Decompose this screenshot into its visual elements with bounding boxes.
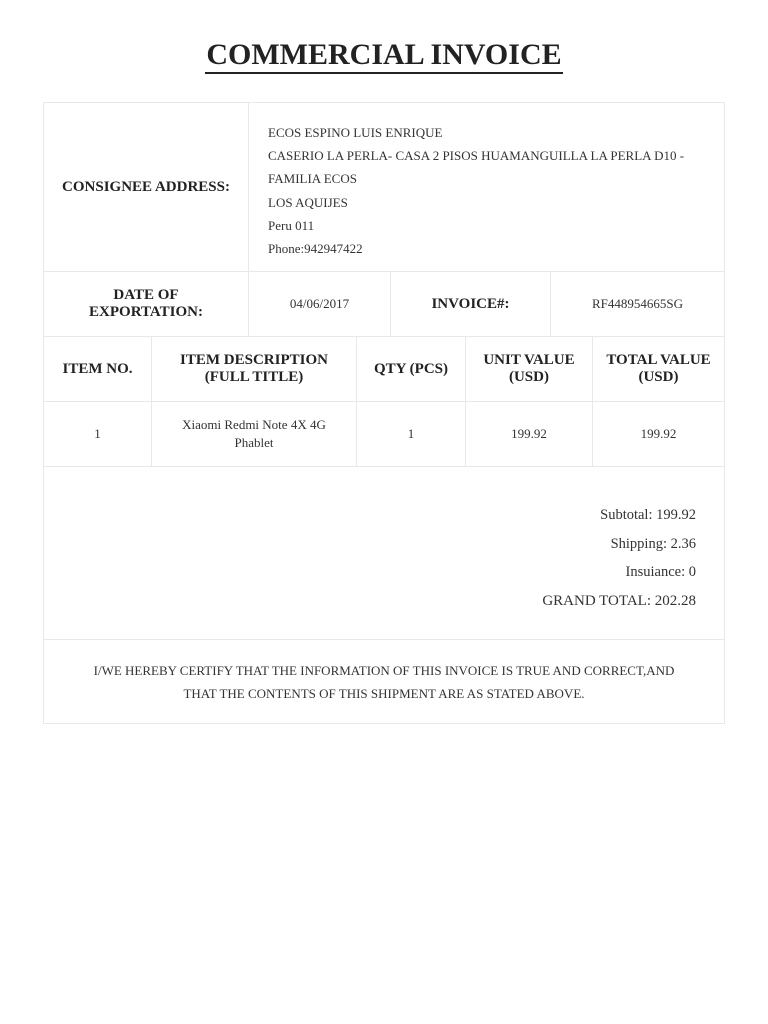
grand-total: GRAND TOTAL: 202.28 [542, 592, 696, 609]
totals-block [542, 501, 696, 615]
invoice-box [43, 102, 725, 724]
table-row [44, 402, 724, 467]
certification-line2: THAT THE CONTENTS OF THIS SHIPMENT ARE AS STATED ABOVE. [183, 685, 585, 701]
items-header-row [44, 337, 724, 402]
item-unit-value-cell: 199.92 [466, 402, 593, 466]
header-unit-value: UNIT VALUE (USD) [466, 337, 593, 401]
consignee-address [268, 121, 684, 260]
consignee-line-name: ECOS ESPINO LUIS ENRIQUE [268, 125, 443, 140]
invoice-number-label: INVOICE#: [391, 272, 551, 336]
invoice-title-container [0, 38, 768, 74]
export-date-label-line2: EXPORTATION: [89, 304, 203, 320]
consignee-line-street: CASERIO LA PERLA- CASA 2 PISOS HUAMANGUILLA LA PERLA D10 - [268, 148, 685, 164]
insurance: Insuiance: 0 [625, 564, 696, 580]
invoice-number-value: RF448954665SG [591, 296, 684, 311]
header-total-value: TOTAL VALUE (USD) [606, 352, 711, 385]
consignee-row [44, 103, 724, 272]
item-qty-cell: 1 [357, 402, 466, 466]
consignee-line-family: FAMILIA ECOS [268, 171, 357, 187]
export-date-label [44, 272, 249, 336]
export-row [44, 272, 724, 337]
totals-row [44, 467, 724, 640]
consignee-line-country: Peru 011 [268, 217, 315, 233]
export-date-value: 04/06/2017 [249, 272, 391, 336]
certification-row [44, 640, 724, 723]
item-no-cell: 1 [44, 402, 152, 466]
invoice-title: COMMERCIAL INVOICE [205, 38, 562, 74]
consignee-line-city: LOS AQUIJES [268, 194, 348, 210]
consignee-line-phone: Phone:942947422 [268, 241, 363, 257]
header-item-description: ITEM DESCRIPTION (FULL TITLE) [152, 337, 357, 401]
header-qty: QTY (PCS) [357, 337, 466, 401]
header-item-no: ITEM NO. [44, 337, 152, 401]
consignee-label: CONSIGNEE ADDRESS: [44, 103, 249, 271]
subtotal: Subtotal: 199.92 [600, 507, 696, 523]
export-date-label-line1: DATE OF [113, 287, 179, 303]
certification-line1: I/WE HEREBY CERTIFY THAT THE INFORMATION OF THIS INVOICE IS TRUE AND CORRECT,AND [93, 662, 675, 678]
item-total-value-cell: 199.92 [640, 426, 677, 441]
certification-text [44, 640, 724, 723]
shipping: Shipping: 2.36 [610, 535, 696, 552]
item-description-cell: Xiaomi Redmi Note 4X 4G Phablet [152, 402, 357, 466]
